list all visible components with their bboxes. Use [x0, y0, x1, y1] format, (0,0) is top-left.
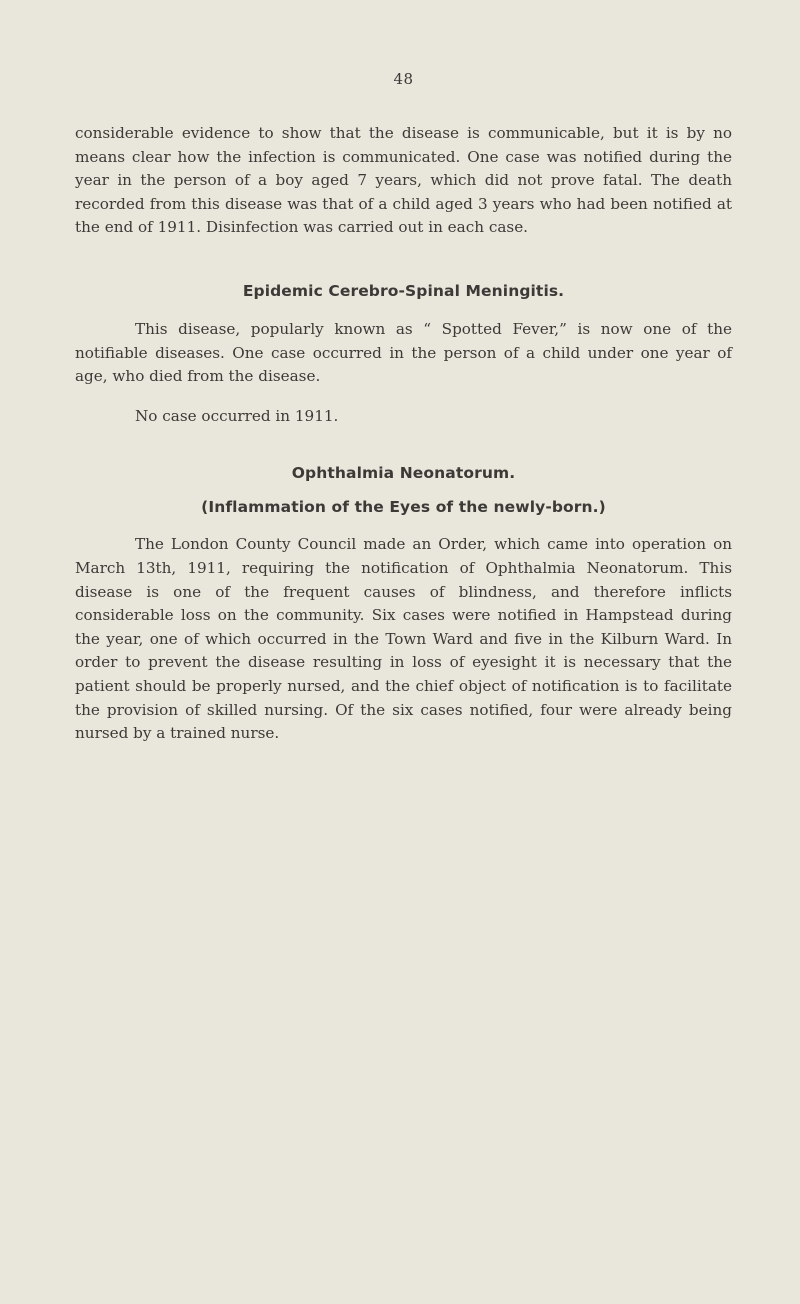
- meningitis-paragraph-2: No case occurred in 1911.: [135, 406, 339, 425]
- section-heading-meningitis: Epidemic Cerebro-Spinal Meningitis.: [242, 281, 565, 300]
- section-subheading-ophthalmia: (Inflammation of the Eyes of the newly-born.): [201, 498, 606, 517]
- meningitis-paragraph-1: This disease, popularly known as “ Spotted Fever,” is now one of the notifiable diseases. One case occurred in the person of a child under one year of age, who died from the disease.: [75, 319, 732, 386]
- ophthalmia-paragraph-1: The London County Council made an Order, which came into operation on March 13th, 1911, requiring the notification of Ophthalmia Neonatorum. This disease is one of the frequent causes of blindness, and therefore inflicts considerable loss on the community. Six cases were notified in Hampstead during the year, one of which occurred in the Town Ward and five in the Kilburn Ward. In order to prevent the disease resulting in loss of eyesight it is necessary that the patient should be properly nursed, and the chief object of notification is to facilitate the provision of skilled nursing. Of the six cases notified, four were already being nursed by a trained nurse.: [75, 535, 732, 743]
- continuation-paragraph: considerable evidence to show that the disease is communicable, but it is by no means clear how the infection is communicated. One case was notified during the year in the person of a boy aged 7 years, which did not prove fatal. The death recorded from this disease was that of a child aged 3 years who had been notified at the end of 1911. Disinfection was carried out in each case.: [75, 124, 732, 237]
- section-heading-ophthalmia: Ophthalmia Neonatorum.: [291, 464, 516, 483]
- page-number: 48: [393, 70, 414, 88]
